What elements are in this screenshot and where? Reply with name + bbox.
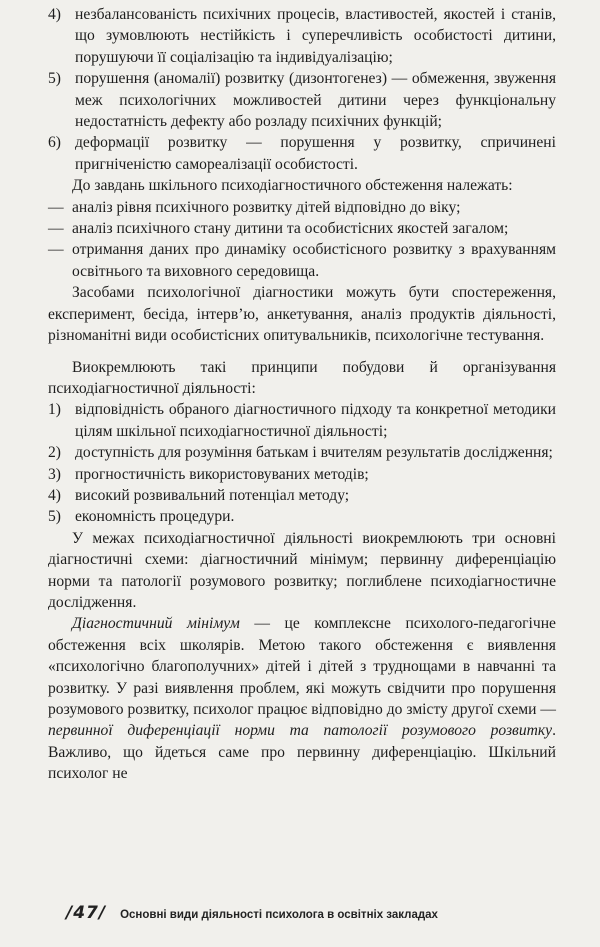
means-paragraph: Засобами психологічної діагностики можуть бути спостереження, експеримент, бесіда, інтерв’ю, анкетування, аналіз продуктів діяльності, різноманітні види особистісних опитувальників, психологічне тестування. (48, 284, 556, 345)
item-number: 2) (48, 444, 61, 462)
running-title: Основні види діяльності психолога в освітніх закладах (120, 909, 438, 921)
item-text: прогностичність використовуваних методів; (75, 465, 369, 483)
item-number: 3) (48, 465, 61, 483)
task-text: аналіз рівня психічного розвитку дітей відповідно до віку; (72, 198, 461, 216)
dash-marker: — (48, 198, 64, 216)
page-number: /47/ (66, 903, 107, 923)
item-number: 5) (48, 70, 61, 88)
item-text: деформації розвитку — порушення у розвитку, спричинені пригніченістю самореалізації особистості. (75, 134, 556, 173)
item-text: незбалансованість психічних процесів, властивостей, якостей і станів, що зумовлюють нестійкість і суперечливість особистості дитини, порушуючи її соціалізацію та індивідуалізацію; (75, 6, 556, 66)
item-number: 6) (48, 134, 61, 152)
principle-item (48, 399, 556, 442)
list-item (48, 4, 556, 68)
principle-item (48, 485, 556, 506)
task-text: отримання даних про динаміку особистісного розвитку з врахуванням освітнього та виховного середовища. (72, 241, 556, 280)
item-number: 1) (48, 401, 61, 419)
list-item (48, 132, 556, 175)
list-item (48, 68, 556, 132)
task-text: аналіз психічного стану дитини та особистісних якостей загалом; (72, 220, 509, 238)
term-diagnostic-minimum: Діагностичний мінімум (72, 615, 240, 633)
item-text: відповідність обраного діагностичного підходу та конкретної методики цілям шкільної психодіагностичної діяльності; (75, 401, 556, 440)
paragraph-text: . Важливо, що йдеться саме про первинну диференціацію. Шкільний психолог не (48, 722, 556, 783)
term-primary-differentiation: первинної диференціації норми та патології розумового розвитку (48, 722, 553, 740)
page-body (48, 4, 556, 785)
dash-marker: — (48, 220, 64, 238)
principle-item (48, 442, 556, 463)
paragraph-text: — це комплексне психолого-педагогічне обстеження всіх школярів. Метою такого обстеження є виявлення «психологічно благополучних» дітей і дітей з труднощами в навчанні та розвитку. У разі виявлення проблем, які можуть свідчити про порушення розумового розвитку, психолог працює відповідно до змісту другої схеми — (48, 615, 556, 718)
minimum-paragraph (48, 613, 556, 784)
task-item (48, 239, 556, 282)
principles-intro: Виокремлюють такі принципи побудови й організування психодіагностичної діяльності: (48, 358, 556, 397)
item-text: порушення (аномалії) розвитку (дизонтогенез) — обмеження, звуження меж психологічних можливостей дитини через функціональну недостатність дефекту або розладу психічних функцій; (75, 70, 556, 131)
item-number: 4) (48, 6, 61, 23)
item-number: 4) (48, 486, 61, 504)
item-text: економність процедури. (75, 508, 235, 526)
dash-marker: — (48, 241, 64, 259)
item-number: 5) (48, 508, 61, 526)
tasks-intro: До завдань шкільного психодіагностичного обстеження належать: (72, 177, 513, 195)
task-item (48, 197, 556, 218)
task-item (48, 218, 556, 239)
item-text: доступність для розуміння батькам і вчителям результатів дослідження; (75, 444, 553, 462)
page-footer (66, 903, 438, 923)
item-text: високий розвивальний потенціал методу; (75, 486, 350, 504)
principle-item (48, 464, 556, 485)
schemes-paragraph: У межах психодіагностичної діяльності виокремлюють три основні діагностичні схеми: діагностичний мінімум; первинну диференціацію норми та патології розумового розвитку; поглиблене психодіагностичне дослідження. (48, 529, 556, 611)
principle-item (48, 506, 556, 527)
